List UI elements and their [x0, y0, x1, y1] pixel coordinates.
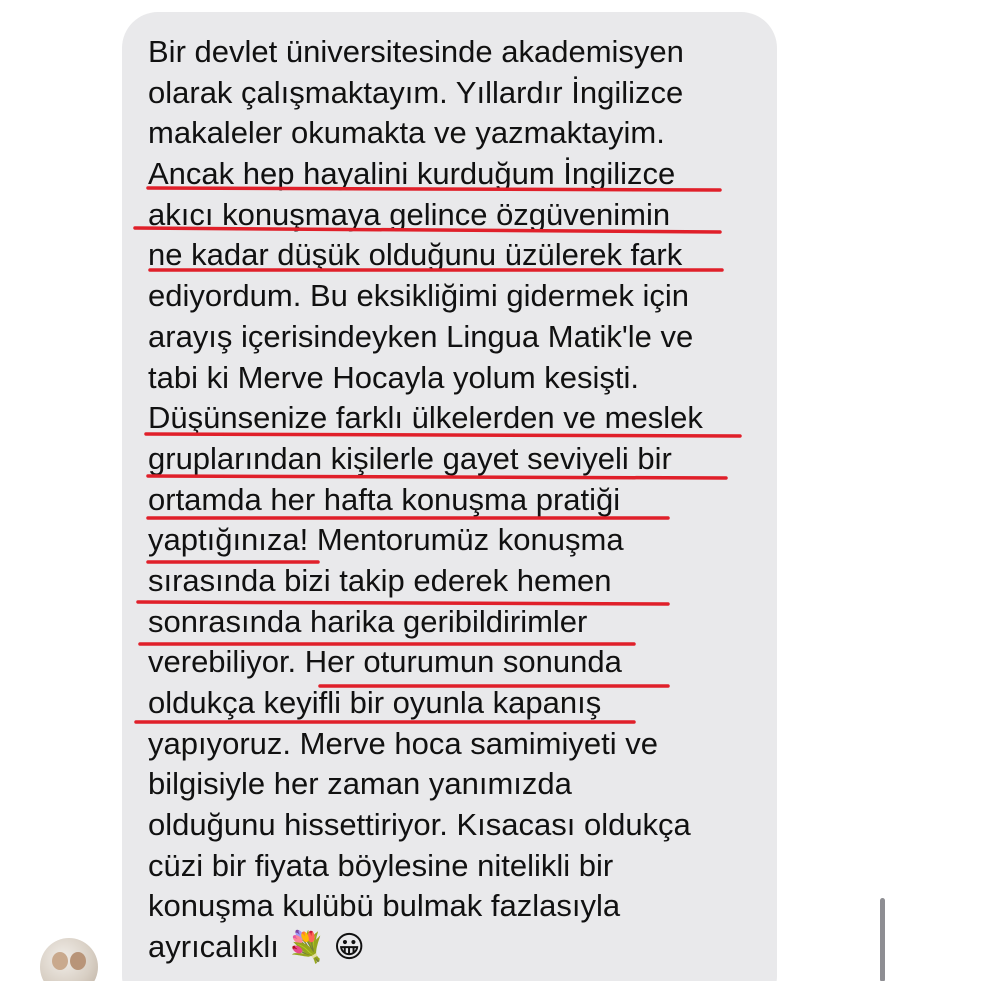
message-line: verebiliyor. Her oturumun sonunda — [148, 644, 622, 680]
avatar-person-icon — [52, 952, 68, 970]
message-line: bilgisiyle her zaman yanımızda — [148, 766, 572, 802]
message-line: yaptığınıza! Mentorumüz konuşma — [148, 522, 624, 558]
message-line: tabi ki Merve Hocayla yolum kesişti. — [148, 359, 639, 395]
message-line: Bir devlet üniversitesinde akademisyen — [148, 34, 684, 69]
grinning-face-emoji-icon: 😀 — [333, 930, 365, 966]
message-line: akıcı konuşmaya gelince özgüvenimin — [148, 196, 671, 232]
message-line: Ancak hep hayalini kurduğum İngilizce — [148, 156, 676, 192]
message-line: olduğunu hissettiriyor. Kısacası oldukça — [148, 807, 691, 843]
message-line: ortamda her hafta konuşma pratiği — [148, 481, 621, 517]
message-line: konuşma kulübü bulmak fazlasıyla — [148, 888, 621, 924]
message-line: ne kadar düşük olduğunu üzülerek fark — [148, 237, 683, 273]
message-line-text: ayrıcalıklı — [148, 929, 279, 965]
message-line-last — [148, 927, 768, 968]
message-line: sonrasında harika geribildirimler — [148, 603, 588, 639]
bouquet-emoji-icon: 💐 — [287, 930, 325, 966]
message-line: cüzi bir fiyata böylesine nitelikli bir — [148, 847, 614, 883]
message-line: yapıyoruz. Merve hoca samimiyeti ve — [148, 725, 658, 761]
message-line: Düşünsenize farklı ülkelerden ve meslek — [148, 400, 703, 436]
message-line: sırasında bizi takip ederek hemen — [148, 562, 612, 598]
avatar-person-icon — [70, 952, 86, 970]
message-line: arayış içerisindeyken Lingua Matik'le ve — [148, 318, 694, 354]
message-line: makaleler okumakta ve yazmaktayim. — [148, 115, 665, 151]
sender-avatar[interactable] — [40, 938, 98, 981]
message-line: gruplarından kişilerle gayet seviyeli bir — [148, 440, 672, 476]
scrollbar-thumb[interactable] — [880, 898, 885, 981]
message-text — [148, 32, 768, 968]
message-line: ediyordum. Bu eksikliğimi gidermek için — [148, 278, 689, 314]
message-line: olarak çalışmaktayım. Yıllardır İngilizce — [148, 74, 684, 110]
message-line: oldukça keyifli bir oyunla kapanış — [148, 685, 602, 720]
